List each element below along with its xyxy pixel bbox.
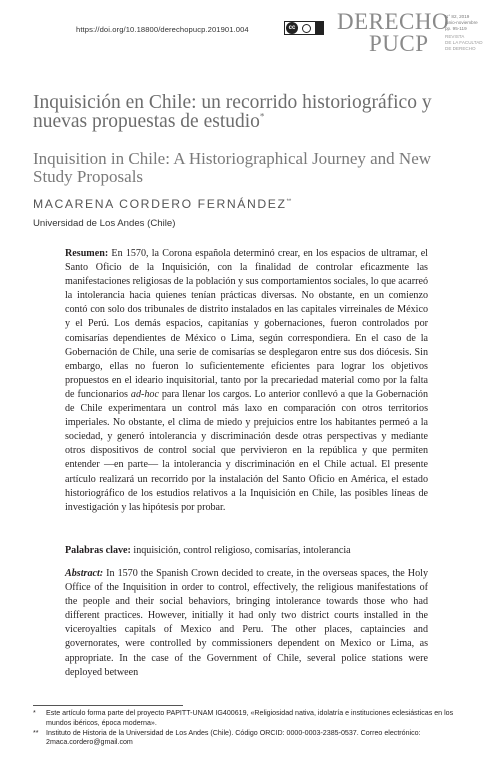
issue-period: junio-noviembre [445, 20, 478, 25]
journal-logo [337, 9, 450, 56]
page-header [0, 0, 494, 62]
resumen-text-2: para llenar los cargos. Lo anterior conllevó a que la Gobernación de Chile experimentara un control más laxo en comparación con otros territorios imperiales. No obstante, el clima de miedo y prejuicios entre los habitantes permeó a la sociedad, y generó intolerancia y discriminación desde otras perspectivas y mediante otros dispositivos de control social que pervivieron en la república y que permiten entender —en parte— la intolerancia y discriminación en el Chile actual. El presente artículo realizará un recorrido por la instalación del Santo Oficio en América, el estado historiográfico de los estudios relativos a la Inquisición en Chile, las posibles líneas de investigación y las hipótesis por probar. [65, 388, 429, 513]
issue-number: N° 82, 2019 [445, 14, 470, 19]
abstract-text: In 1570 the Spanish Crown decided to create, in the overseas spaces, the Holy Office of the Inquisition in order to control, effectively, the religious manifestations of the people and their social behaviors, bringing intolerance towards those who had different practices. However, initially it had only two district courts installed in the viceroyalties capitals of Mexico and Peru. The other places, captaincies and governorates, were controlled by commissioners dependent on Mexico or Lima, as appropriate. In the case of the Government of Chile, several police stations were deployed between [65, 568, 428, 678]
footnote-1 [33, 709, 473, 729]
journal-line-3: DE DERECHO [445, 46, 476, 51]
resumen-paragraph [65, 247, 428, 515]
journal-name [445, 34, 483, 52]
cc-icon: cc [286, 22, 298, 34]
doi-link[interactable]: https://doi.org/10.18800/derechopucp.201901.004 [76, 25, 249, 34]
keywords-text: inquisición, control religioso, comisarías, intolerancia [130, 545, 351, 556]
abstract-english-paragraph [65, 567, 428, 680]
attribution-icon [300, 22, 313, 35]
title-spanish-text: Inquisición en Chile: un recorrido historiográfico y nuevas propuestas de estudio [33, 92, 432, 132]
journal-line-1: REVISTA [445, 34, 465, 39]
author-footnote-mark[interactable]: ** [286, 198, 292, 205]
journal-line-2: DE LA FACULTAD [445, 40, 483, 45]
resumen-text-1: En 1570, la Corona española determinó crear, en los espacios de ultramar, el Santo Oficio de la Inquisición, con la finalidad de controlar eficazmente las manifestaciones religiosas de la población y sus comportamientos sociales, lo que acarreó la intolerancia hacia quienes tenían prácticas diversas. No obstante, en un comienzo contó con solo dos tribunales de distrito instalados en las capitales virreinales de México y el Perú. Los demás espacios, capitanías y gobernaciones, fueron controlados por comisarías dependientes de México o Lima, según correspondiera. En el caso de la Gobernación de Chile, una serie de comisarías se desplegaron entre sus dos diócesis. Sin embargo, ellas no fueron lo suficientemente eficientes para lograr los objetivos propuestos en el ideario inquisitorial, tanto por la precariedad material como por la falta de funcionarios [65, 248, 428, 400]
cc-by-license-icon[interactable] [284, 21, 324, 35]
author-name [33, 197, 291, 211]
license-strip [315, 22, 323, 34]
title-footnote-mark[interactable]: * [259, 111, 265, 122]
logo-pucp: PUCP [369, 31, 429, 56]
issue-pages: pp. 95-119 [445, 26, 467, 31]
footnote-2 [33, 729, 473, 749]
footnote-2-mark: ** [33, 728, 39, 737]
resumen-label: Resumen: [65, 248, 109, 259]
resumen-italic: ad-hoc [130, 388, 159, 400]
logo-derecho: DERECHO [337, 9, 450, 34]
author-affiliation: Universidad de Los Andes (Chile) [33, 218, 176, 229]
keywords-label: Palabras clave: [65, 545, 131, 556]
keywords-paragraph [65, 544, 428, 558]
footnote-2-text: Instituto de Historia de la Universidad de Los Andes (Chile). Código ORCID: 0000-0003-2385-0537. Correo electrónico: 2maca.cordero@gmail.com [46, 728, 421, 747]
footnote-1-mark: * [33, 709, 36, 717]
title-english: Inquisition in Chile: A Historiographical Journey and New Study Proposals [33, 149, 432, 186]
title-spanish [33, 93, 433, 131]
footnote-1-text: Este artículo forma parte del proyecto PAPITT-UNAM IG400619, «Religiosidad nativa, idolatría e instituciones eclesiásticas en los mundos ibéricos, época moderna». [46, 709, 454, 727]
footnote-divider [33, 705, 183, 706]
author-name-text: MACARENA CORDERO FERNÁNDEZ [33, 197, 287, 211]
abstract-label: Abstract: [65, 568, 104, 579]
footnotes [33, 709, 473, 748]
issue-info [445, 14, 483, 52]
